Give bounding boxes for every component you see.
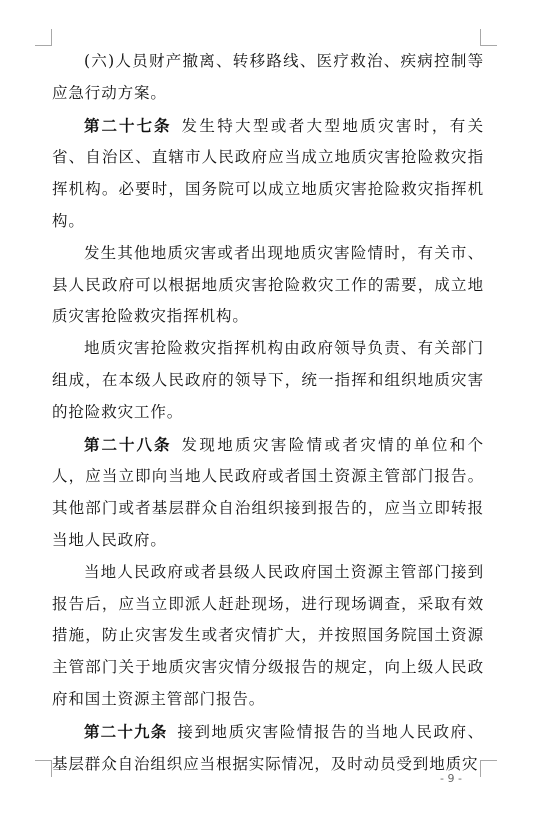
paragraph-text: 发现地质灾害险情或者灾情的单位和个人，应当立即向当地人民政府或者国土资源主管部门报告。其他部门或者基层群众自治组织接到报告的，应当立即转报当地人民政府。 <box>52 435 484 549</box>
article-29 <box>52 716 484 781</box>
paragraph-text: 接到地质灾害险情报告的当地人民政府、基层群众自治组织应当根据实际情况，及时动员受到地质灾 <box>52 722 484 773</box>
paragraph-text: 地质灾害抢险救灾指挥机构由政府领导负责、有关部门组成，在本级人民政府的领导下，统一指挥和组织地质灾害的抢险救灾工作。 <box>52 339 484 421</box>
article-27 <box>52 110 484 238</box>
article-28 <box>52 429 484 557</box>
paragraph-item-6-plan <box>52 46 484 110</box>
article-number: 第二十九条 <box>84 721 168 741</box>
paragraph-text: (六)人员财产撤离、转移路线、医疗救治、疾病控制等应急行动方案。 <box>52 52 484 102</box>
article-number: 第二十七条 <box>84 115 172 135</box>
crop-mark-bottom-left <box>35 760 52 777</box>
article-number: 第二十八条 <box>84 434 172 454</box>
paragraph-text: 发生其他地质灾害或者出现地质灾害险情时，有关市、县人民政府可以根据地质灾害抢险救灾工作的需要，成立地质灾害抢险救灾指挥机构。 <box>52 243 484 326</box>
crop-mark-top-left <box>35 29 52 46</box>
paragraph <box>52 333 484 428</box>
paragraph <box>52 557 484 716</box>
document-body <box>52 46 484 780</box>
paragraph-text: 发生特大型或者大型地质灾害时，有关省、自治区、直辖市人民政府应当成立地质灾害抢险救灾指挥机构。必要时，国务院可以成立地质灾害抢险救灾指挥机构。 <box>52 116 484 230</box>
crop-mark-top-right <box>480 29 497 46</box>
paragraph-text: 当地人民政府或者县级人民政府国土资源主管部门接到报告后，应当立即派人赶赴现场，进行现场调查，采取有效措施，防止灾害发生或者灾情扩大，并按照国务院国土资源主管部门关于地质灾害灾情分级报告的规定，向上级人民政府和国土资源主管部门报告。 <box>52 562 484 708</box>
page-number: - 9 - <box>440 772 462 785</box>
paragraph <box>52 238 484 333</box>
